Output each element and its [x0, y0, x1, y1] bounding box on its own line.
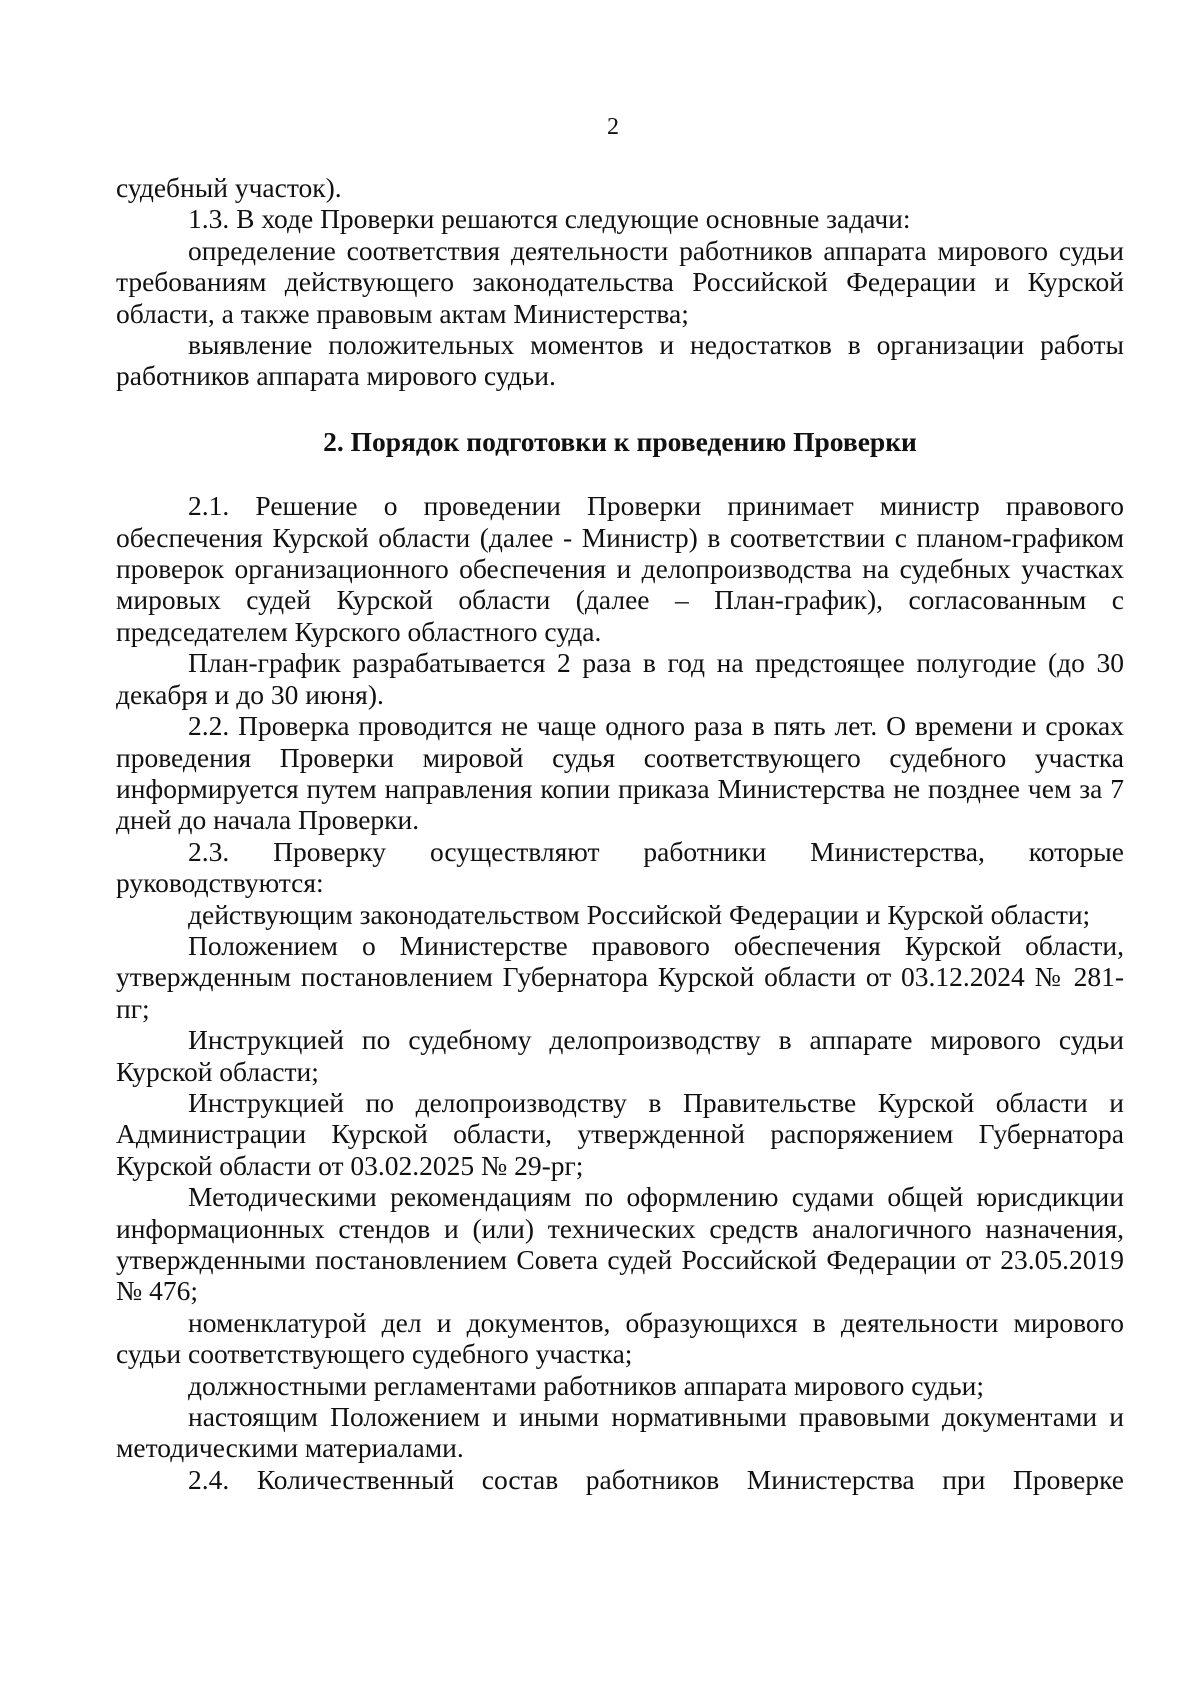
list-item-recommendations: Методическими рекомендациям по оформлению судами общей юрисдикции информационных стендов и (или) технических средств аналогичного назначения, утвержденными постановлением Совета судей Российской Федерации от 23.05.2019 № 476; [116, 1181, 1124, 1307]
list-item-this-provision: настоящим Положением и иными нормативными правовыми документами и методическими материалами. [116, 1401, 1124, 1464]
page-number: 2 [607, 114, 619, 140]
paragraph-continuation: судебный участок). [116, 172, 342, 203]
list-item-office-instruction: Инструкцией по делопроизводству в Правительстве Курской области и Администрации Курской области, утвержденной распоряжением Губернатора Курской области от 03.02.2025 № 29-рг; [116, 1086, 1124, 1181]
list-item-regulations: должностными регламентами работников аппарата мирового судьи; [188, 1369, 984, 1401]
paragraph-task-1: определение соответствия деятельности работников аппарата мирового судьи требованиям действующего законодательства Российской Федерации и Курской области, а также правовым актам Министерства; [116, 234, 1124, 329]
paragraph-2-1: 2.1. Решение о проведении Проверки принимает министр правового обеспечения Курской области (далее - Министр) в соответствии с планом-графиком проверок организационного обеспечения и делопроизводства на судебных участках мировых судей Курской области (далее – План-график), согласованным с председателем Курского областного суда. [116, 490, 1124, 647]
paragraph-2-4: 2.4. Количественный состав работников Министерства при Проверке [188, 1463, 1124, 1495]
document-body [116, 172, 1124, 1495]
paragraph-2-3: 2.3. Проверку осуществляют работники Министерства, которые руководствуются: [116, 835, 1124, 899]
list-item-regulation: Положением о Министерстве правового обеспечения Курской области, утвержденным постановлением Губернатора Курской области от 03.12.2024 № 281-пг; [116, 929, 1124, 1024]
list-item-court-instruction: Инструкцией по судебному делопроизводству в аппарате мирового судьи Курской области; [116, 1024, 1124, 1087]
paragraph-task-2: выявление положительных моментов и недостатков в организации работы работников аппарата мирового судьи. [116, 329, 1124, 392]
section-heading: 2. Порядок подготовки к проведению Проверки [323, 425, 917, 457]
list-item-nomenclature: номенклатурой дел и документов, образующихся в деятельности мирового судьи соответствующего судебного участка; [116, 1306, 1124, 1370]
paragraph-2-2: 2.2. Проверка проводится не чаще одного раза в пять лет. О времени и сроках проведения Проверки мировой судья соответствующего судебного участка информируется путем направления копии приказа Министерства не позднее чем за 7 дней до начала Проверки. [116, 710, 1124, 836]
list-item-legislation: действующим законодательством Российской Федерации и Курской области; [188, 898, 1091, 930]
paragraph-schedule: План-график разрабатывается 2 раза в год на предстоящее полугодие (до 30 декабря и до 30 июня). [116, 647, 1124, 710]
paragraph-1-3: 1.3. В ходе Проверки решаются следующие основные задачи: [188, 203, 911, 235]
